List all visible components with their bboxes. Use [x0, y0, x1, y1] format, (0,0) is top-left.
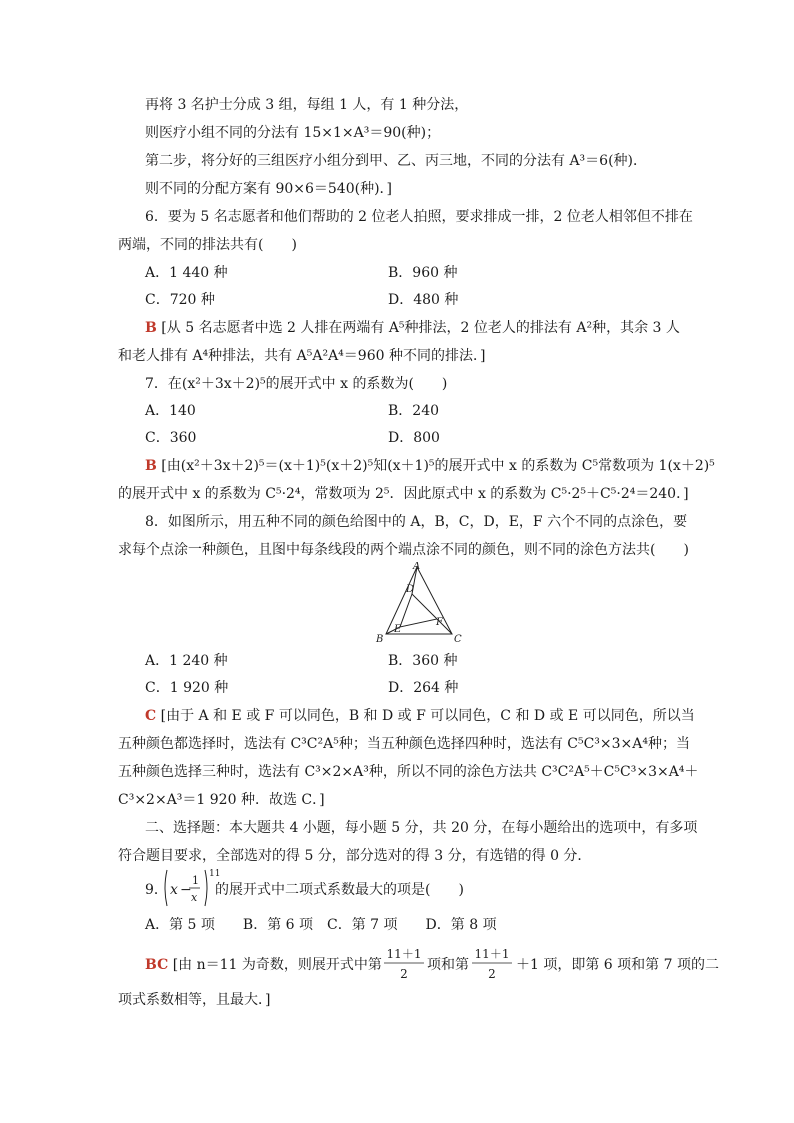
- q8-option-c: C．1 920 种: [145, 680, 229, 696]
- q9-stem: 的展开式中二项式系数最大的项是( ): [215, 882, 464, 898]
- label-c: C: [454, 634, 462, 645]
- q9-solution-text: ＋1 项，即第 6 项和第 7 项的二: [516, 957, 719, 973]
- q7-answer: B: [145, 458, 157, 474]
- text-line: 则不同的分配方案有 90×6＝540(种)．]: [145, 181, 393, 197]
- q7-option-a: A．140: [145, 403, 196, 419]
- fraction-2-num: 11＋1: [474, 947, 510, 961]
- q6-stem: 两端，不同的排法共有( ): [118, 237, 297, 253]
- q8-stem: 8．如图所示，用五种不同的颜色给图中的 A，B，C，D，E，F 六个不同的点涂色，要: [145, 514, 688, 530]
- q8-solution: [145, 706, 695, 726]
- left-paren: [165, 870, 167, 906]
- q6-solution: 和老人排有 A⁴种排法，共有 A⁵A²A⁴＝960 种不同的排法．]: [118, 348, 486, 364]
- q8-stem: 求每个点涂一种颜色，且图中每条线段的两个端点涂不同的颜色，则不同的涂色方法共( ): [118, 542, 689, 558]
- label-e: E: [394, 624, 402, 635]
- triangle-figure: [370, 562, 470, 648]
- q6-stem: 6．要为 5 名志愿者和他们帮助的 2 位老人拍照，要求排成一排，2 位老人相邻但不排在: [145, 209, 693, 225]
- q8-answer: C: [145, 708, 157, 724]
- fraction-2-den: 2: [488, 967, 496, 981]
- right-paren: [205, 870, 207, 906]
- fraction-1-den: 2: [400, 967, 408, 981]
- q7-option-d: D．800: [388, 430, 440, 446]
- inner-triangle: [400, 594, 437, 627]
- q7-option-b: B．240: [388, 403, 440, 419]
- q6-option-d: D．480 种: [388, 292, 459, 308]
- label-a: A: [413, 562, 421, 572]
- q9-solution: 项式系数相等，且最大．]: [118, 992, 271, 1008]
- label-d: D: [406, 584, 415, 595]
- fraction-1-num: 11＋1: [386, 947, 422, 961]
- expr-x: x: [170, 882, 178, 898]
- label-f: F: [436, 617, 443, 628]
- q7-option-c: C．360: [145, 430, 197, 446]
- label-b: B: [376, 634, 384, 645]
- expr-minus: −: [180, 882, 192, 898]
- q9-fraction-2: [468, 942, 516, 986]
- q7-solution-text: [由(x²＋3x＋2)⁵＝(x＋1)⁵(x＋2)⁵知(x＋1)⁵的展开式中 x 的系数为 C⁵常数项为 1(x＋2)⁵: [161, 458, 715, 474]
- q8-solution: 五种颜色选择三种时，选法有 C³×2×A³种，所以不同的涂色方法共 C³C²A⁵＋C⁵C³×3×A⁴＋: [118, 764, 699, 780]
- q6-solution: [145, 318, 680, 338]
- q9-solution-text: [由 n＝11 为奇数，则展开式中第: [172, 957, 382, 973]
- q7-solution: [145, 456, 715, 476]
- q9-options: A．第 5 项 B．第 6 项 C．第 7 项 D．第 8 项: [145, 917, 497, 933]
- q9-number: 9．: [145, 882, 168, 898]
- q9-solution-text: 项和第: [427, 957, 469, 973]
- q8-solution: 五种颜色都选择时，选法有 C³C²A⁵种；当五种颜色选择四种时，选法有 C⁵C³×3×A⁴种；当: [118, 736, 691, 752]
- q7-solution: 的展开式中 x 的系数为 C⁵·2⁴，常数项为 2⁵．因此原式中 x 的系数为 C⁵·2⁵＋C⁵·2⁴＝240．]: [118, 486, 689, 502]
- q8-option-a: A．1 240 种: [145, 653, 228, 669]
- q6-solution-text: [从 5 名志愿者中选 2 人排在两端有 A⁵种排法，2 位老人的排法有 A²种，其余 3 人: [161, 320, 680, 336]
- frac-den: x: [191, 891, 198, 904]
- q8-option-d: D．264 种: [388, 680, 459, 696]
- section-heading: 符合题目要求，全部选对的得 5 分，部分选对的得 3 分，有选错的得 0 分．: [118, 848, 592, 864]
- q8-solution: C³×2×A³＝1 920 种．故选 C．]: [118, 792, 325, 808]
- q9-solution: [145, 955, 382, 975]
- text-line: 第二步，将分好的三组医疗小组分到甲、乙、丙三地，不同的分法有 A³＝6(种)．: [145, 153, 648, 169]
- q7-stem: 7．在(x²＋3x＋2)⁵的展开式中 x 的系数为( ): [145, 376, 448, 392]
- q8-solution-text: [由于 A 和 E 或 F 可以同色，B 和 D 或 F 可以同色，C 和 D 或 E 可以同色，所以当: [160, 708, 695, 724]
- q6-option-c: C．720 种: [145, 292, 215, 308]
- text-line: 则医疗小组不同的分法有 15×1×A³＝90(种)；: [145, 125, 441, 141]
- q8-option-b: B．360 种: [388, 653, 458, 669]
- section-heading: 二、选择题：本大题共 4 小题，每小题 5 分，共 20 分，在每小题给出的选项中，有多项: [145, 820, 698, 836]
- q6-option-b: B．960 种: [388, 265, 458, 281]
- q6-option-a: A．1 440 种: [145, 265, 228, 281]
- text-line: 再将 3 名护士分成 3 组，每组 1 人，有 1 种分法，: [145, 97, 469, 113]
- q6-answer: B: [145, 320, 157, 336]
- q9-fraction-1: [380, 942, 428, 986]
- q9-answer: BC: [145, 957, 169, 973]
- expr-exponent: 11: [209, 869, 221, 879]
- frac-num: 1: [192, 874, 199, 887]
